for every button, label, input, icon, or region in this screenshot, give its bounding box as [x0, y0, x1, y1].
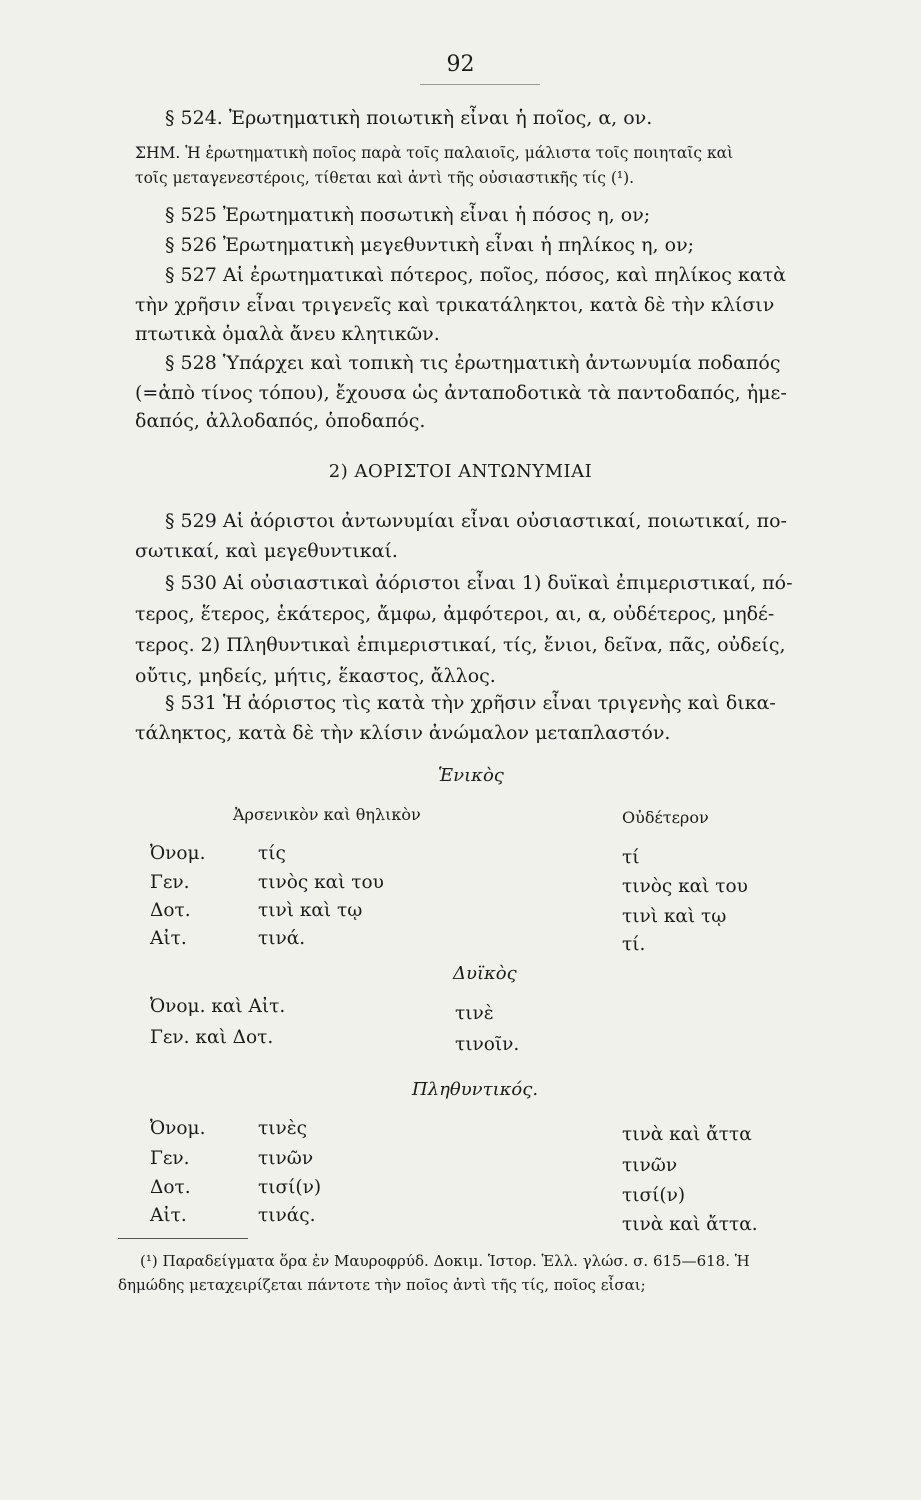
singular-n-nom: τί: [622, 847, 640, 868]
plural-mf-nom: τινὲς: [258, 1118, 308, 1139]
note-line-2: τοῖς μεταγενεστέροις, τίθεται καὶ ἀντὶ τῆς οὐσιαστικῆς τίς (¹).: [135, 169, 635, 187]
plural-n-nom: τινὰ καὶ ἄττα: [622, 1124, 752, 1145]
paragraph-528-line-2: (=ἀπὸ τίνος τόπου), ἔχουσα ὡς ἀνταποδοτικὰ τὰ παντοδαπός, ἡμε-: [135, 382, 787, 404]
footnote-rule: [118, 1238, 248, 1239]
paragraph-526: § 526 Ἐρωτηματικὴ μεγεθυντικὴ εἶναι ἡ πηλίκος η, ον;: [165, 234, 695, 256]
paragraph-530-line-3: τερος. 2) Πληθυντικαὶ ἐπιμεριστικαί, τίς, ἔνιοι, δεῖνα, πᾶς, οὐδείς,: [135, 634, 786, 656]
singular-case-nom: Ὀνομ.: [150, 843, 206, 864]
singular-n-acc: τί.: [622, 934, 646, 955]
singular-title: Ἑνικὸς: [438, 765, 504, 786]
singular-mf-gen: τινὸς καὶ του: [258, 872, 384, 893]
singular-case-acc: Αἰτ.: [150, 928, 187, 949]
plural-n-dat: τισί(ν): [622, 1185, 686, 1206]
plural-n-gen: τινῶν: [622, 1155, 678, 1176]
dual-case-nom-acc: Ὀνομ. καὶ Αἰτ.: [150, 996, 286, 1017]
paragraph-531-line-2: τάληκτος, κατὰ δὲ τὴν κλίσιν ἀνώμαλον μεταπλαστόν.: [135, 722, 671, 744]
section-heading: 2) ΑΟΡΙΣΤΟΙ ΑΝΤΩΝΥΜΙΑΙ: [328, 461, 593, 482]
paragraph-530-line-2: τερος, ἕτερος, ἑκάτερος, ἄμφω, ἀμφότεροι, αι, α, οὐδέτερος, μηδέ-: [135, 603, 775, 625]
plural-mf-dat: τισί(ν): [258, 1177, 322, 1198]
singular-case-dat: Δοτ.: [150, 900, 191, 921]
plural-case-gen: Γεν.: [150, 1148, 190, 1169]
singular-n-dat: τινὶ καὶ τῳ: [622, 906, 727, 927]
singular-mf-dat: τινὶ καὶ τῳ: [258, 900, 363, 921]
plural-case-acc: Αἰτ.: [150, 1205, 187, 1226]
footnote-line-2: δημώδης μεταχειρίζεται πάντοτε τὴν ποῖος ἀντὶ τῆς τίς, ποῖος εἶσαι;: [118, 1276, 646, 1294]
dual-form-gen-dat: τινοῖν.: [455, 1034, 520, 1055]
paragraph-528-line-3: δαπός, ἀλλοδαπός, ὁποδαπός.: [135, 410, 426, 432]
paragraph-527-line-3: πτωτικὰ ὁμαλὰ ἄνευ κλητικῶν.: [135, 323, 440, 345]
paragraph-530-line-4: οὔτις, μηδείς, μήτις, ἕκαστος, ἄλλος.: [135, 665, 496, 687]
paragraph-530-line-1: § 530 Αἱ οὐσιαστικαὶ ἀόριστοι εἶναι 1) δυϊκαὶ ἐπιμεριστικαί, πό-: [165, 572, 793, 594]
note-line-1: ΣΗΜ. Ἡ ἐρωτηματικὴ ποῖος παρὰ τοῖς παλαιοῖς, μάλιστα τοῖς ποιηταῖς καὶ: [135, 144, 734, 162]
plural-title: Πληθυντικός.: [412, 1079, 539, 1100]
paragraph-528-line-1: § 528 Ὑπάρχει καὶ τοπικὴ τις ἐρωτηματικὴ ἀντωνυμία ποδαπός: [165, 352, 781, 374]
paragraph-524: § 524. Ἐρωτηματικὴ ποιωτικὴ εἶναι ἡ ποῖος, α, ον.: [165, 107, 653, 129]
dual-case-gen-dat: Γεν. καὶ Δοτ.: [150, 1027, 274, 1048]
page-number-rule: [420, 84, 540, 85]
page-number: 92: [446, 52, 475, 77]
paragraph-529-line-1: § 529 Αἱ ἀόριστοι ἀντωνυμίαι εἶναι οὐσιαστικαί, ποιωτικαί, πο-: [165, 510, 787, 532]
neuter-column-header: Οὐδέτερον: [622, 808, 709, 827]
paragraph-525: § 525 Ἐρωτηματικὴ ποσωτικὴ εἶναι ἡ πόσος η, ον;: [165, 204, 651, 226]
paragraph-531-line-1: § 531 Ἡ ἀόριστος τὶς κατὰ τὴν χρῆσιν εἶναι τριγενὴς καὶ δικα-: [165, 692, 776, 714]
paragraph-529-line-2: σωτικαί, καὶ μεγεθυντικαί.: [135, 540, 398, 562]
dual-title: Δυϊκὸς: [453, 963, 517, 984]
plural-mf-acc: τινάς.: [258, 1205, 316, 1226]
singular-case-gen: Γεν.: [150, 872, 190, 893]
plural-case-nom: Ὀνομ.: [150, 1118, 206, 1139]
plural-n-acc: τινὰ καὶ ἄττα.: [622, 1214, 758, 1235]
singular-mf-nom: τίς: [258, 843, 286, 864]
singular-mf-acc: τινά.: [258, 928, 306, 949]
dual-form-nom-acc: τινὲ: [455, 1003, 494, 1024]
paragraph-527-line-2: τὴν χρῆσιν εἶναι τριγενεῖς καὶ τρικατάληκτοι, κατὰ δὲ τὴν κλίσιν: [135, 294, 775, 316]
footnote-line-1: (¹) Παραδείγματα ὅρα ἐν Μαυροφρύδ. Δοκιμ. Ἱστορ. Ἑλλ. γλώσ. σ. 615—618. Ἡ: [140, 1252, 750, 1270]
singular-n-gen: τινὸς καὶ του: [622, 876, 748, 897]
paragraph-527-line-1: § 527 Αἱ ἐρωτηματικαὶ πότερος, ποῖος, πόσος, καὶ πηλίκος κατὰ: [165, 264, 786, 286]
plural-case-dat: Δοτ.: [150, 1177, 191, 1198]
masc-fem-column-header: Ἀρσενικὸν καὶ θηλικὸν: [233, 805, 421, 824]
plural-mf-gen: τινῶν: [258, 1148, 314, 1169]
